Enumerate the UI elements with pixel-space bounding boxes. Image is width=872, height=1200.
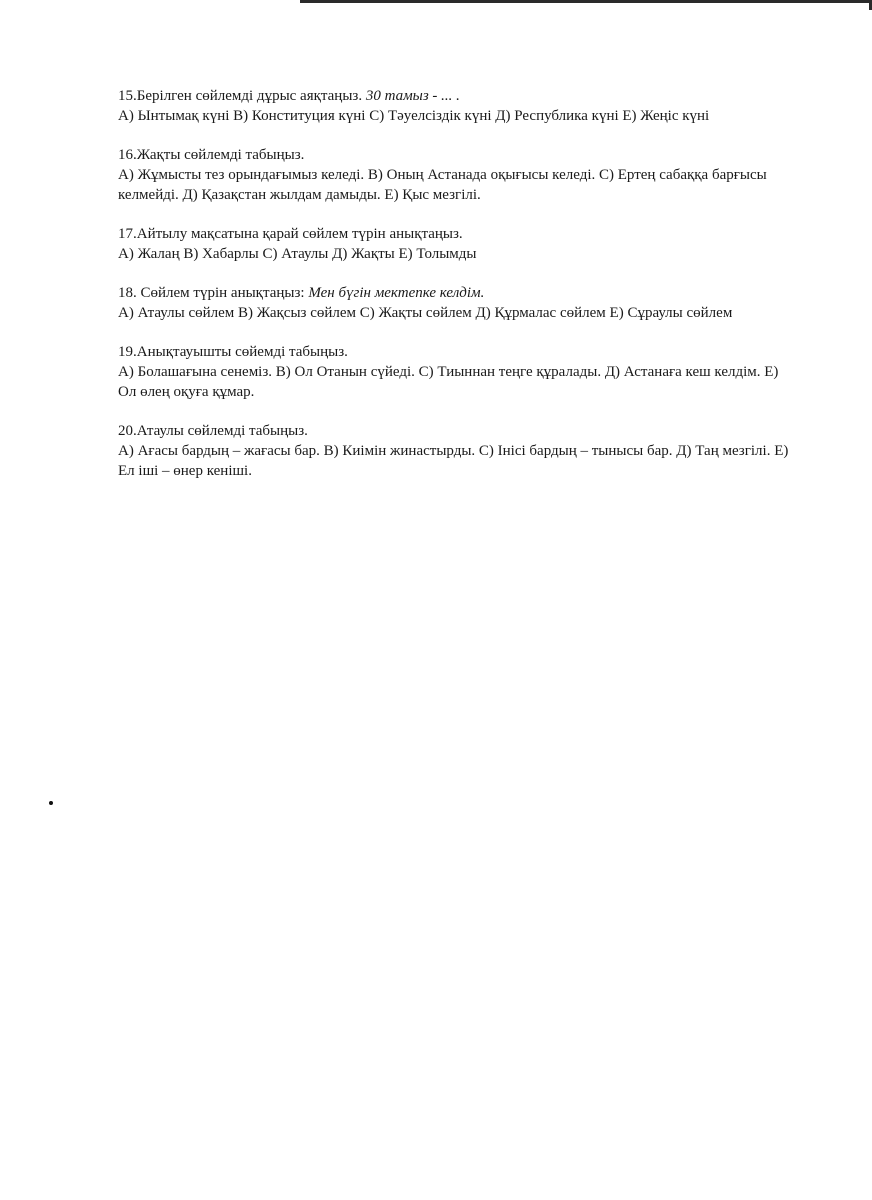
question-title	[118, 342, 798, 362]
question-16	[118, 145, 798, 205]
answer-options: А) Атаулы сөйлем В) Жақсыз сөйлем С) Жақты сөйлем Д) Құрмалас сөйлем Е) Сұраулы сөйлем	[118, 305, 733, 321]
question-title	[118, 86, 798, 106]
question-17	[118, 224, 798, 264]
question-title	[118, 283, 798, 303]
test-questions	[118, 86, 798, 500]
question-text: 19.Анықтауышты сөйемді табыңыз.	[118, 344, 348, 360]
question-20	[118, 421, 798, 481]
answer-options: А) Ынтымақ күні В) Конституция күні С) Тәуелсіздік күні Д) Республика күні Е) Жеңіс күні	[118, 108, 710, 124]
answer-options: А) Ағасы бардың – жағасы бар. В) Киімін жинастырды. С) Інісі бардың – тынысы бар. Д) Таң мезгілі. Е) Ел іші – өнер кеніші.	[118, 443, 789, 479]
scan-speck	[49, 801, 53, 805]
question-text: 18. Сөйлем түрін анықтаңыз:	[118, 285, 305, 301]
question-italic-text: Мен бүгін мектепке келдім.	[308, 285, 485, 301]
question-title	[118, 224, 798, 244]
question-text: 17.Айтылу мақсатына қарай сөйлем түрін анықтаңыз.	[118, 226, 463, 242]
answer-options: А) Болашағына сенеміз. В) Ол Отанын сүйеді. С) Тиыннан теңге құралады. Д) Астанаға кеш келдім. Е) Ол өлең оқуға құмар.	[118, 364, 779, 400]
question-18	[118, 283, 798, 323]
question-15	[118, 86, 798, 126]
question-italic-text: 30 тамыз - ... .	[365, 88, 460, 104]
question-title	[118, 145, 798, 165]
answer-options: А) Жалаң В) Хабарлы С) Атаулы Д) Жақты Е) Толымды	[118, 246, 477, 262]
question-text: 16.Жақты сөйлемді табыңыз.	[118, 147, 305, 163]
question-title	[118, 421, 798, 441]
question-text: 15.Берілген сөйлемді дұрыс аяқтаңыз.	[118, 88, 363, 104]
answer-options: А) Жұмысты тез орындағымыз келеді. В) Оның Астанада оқығысы келеді. С) Ертең сабаққа барғысы келмейді. Д) Қазақстан жылдам дамыды. Е) Қыс мезгілі.	[118, 167, 767, 203]
question-text: 20.Атаулы сөйлемді табыңыз.	[118, 423, 308, 439]
scan-edge-top	[300, 0, 872, 3]
question-19	[118, 342, 798, 402]
